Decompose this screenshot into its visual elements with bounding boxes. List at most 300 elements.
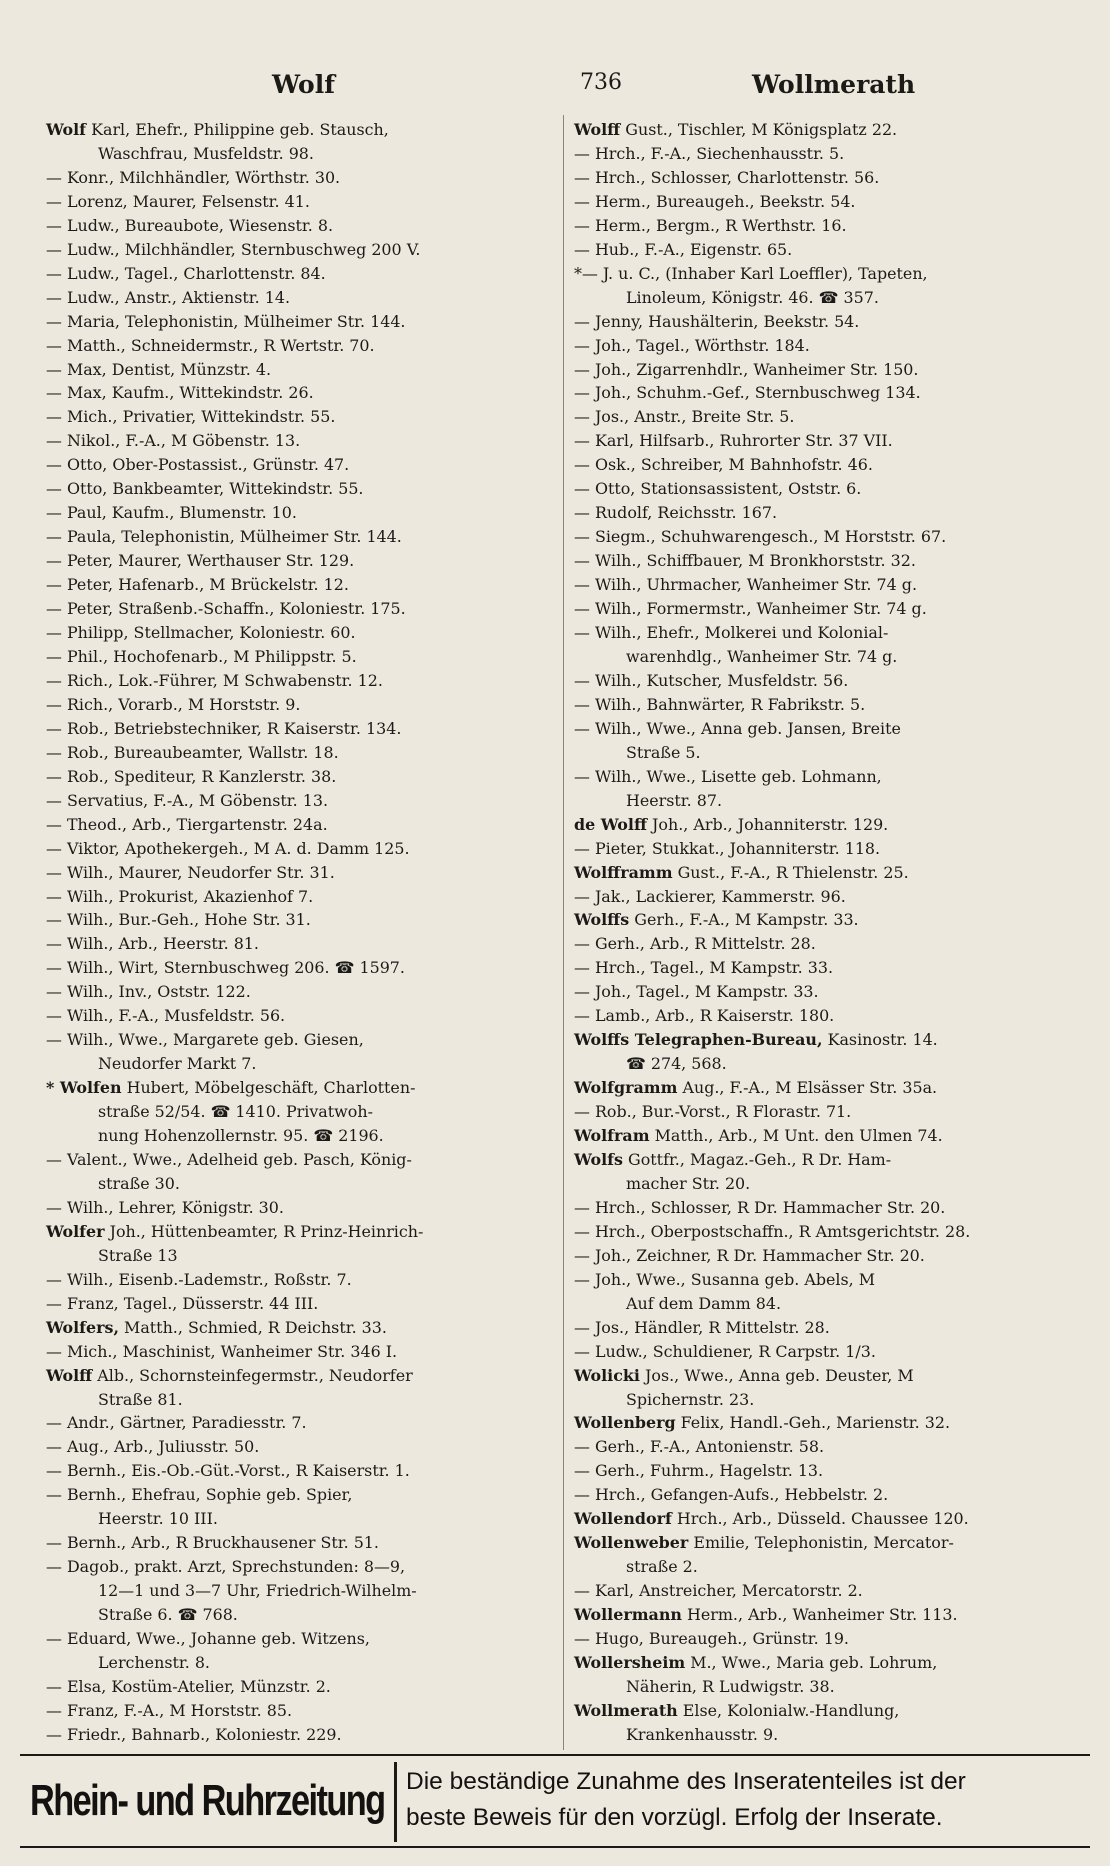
entry-text: — Bernh., Eis.-Ob.-Güt.-Vorst., R Kaiserstr. 1. xyxy=(46,1461,410,1481)
ad-line-2: beste Beweis für den vorzügl. Erfolg der Inserate. xyxy=(406,1804,943,1831)
entry-text: macher Str. 20. xyxy=(626,1173,751,1193)
directory-entry xyxy=(574,405,1094,429)
entry-surname: Wolffs xyxy=(574,910,630,930)
directory-entry xyxy=(574,381,1094,405)
entry-surname: Wolicki xyxy=(574,1365,640,1385)
entry-continuation xyxy=(46,1052,556,1076)
entry-text: Linoleum, Königstr. 46. ☎ 357. xyxy=(626,287,879,307)
entry-text: — Elsa, Kostüm-Atelier, Münzstr. 2. xyxy=(46,1676,331,1696)
entry-continuation xyxy=(46,1579,556,1603)
entry-text: — Karl, Anstreicher, Mercatorstr. 2. xyxy=(574,1581,863,1601)
entry-text: Straße 6. ☎ 768. xyxy=(98,1605,238,1625)
entry-text: — Bernh., Arb., R Bruckhausener Str. 51. xyxy=(46,1533,379,1553)
entry-text: Joh., Arb., Johanniterstr. 129. xyxy=(652,814,889,834)
directory-entry xyxy=(574,334,1094,358)
directory-entry xyxy=(574,765,1094,789)
entry-text: — Paul, Kaufm., Blumenstr. 10. xyxy=(46,503,297,523)
entry-continuation xyxy=(46,1603,556,1627)
directory-entry xyxy=(46,166,556,190)
entry-text: Gottfr., Magaz.-Geh., R Dr. Ham- xyxy=(628,1149,892,1169)
entry-text: Aug., F.-A., M Elsässer Str. 35a. xyxy=(682,1078,938,1098)
entry-text: straße 30. xyxy=(98,1173,180,1193)
directory-entry xyxy=(574,837,1094,861)
directory-entry xyxy=(46,334,556,358)
entry-text: — Hrch., Oberpostschaffn., R Amtsgerichtstr. 28. xyxy=(574,1221,971,1241)
directory-entry xyxy=(574,693,1094,717)
entry-text: — Jos., Anstr., Breite Str. 5. xyxy=(574,407,795,427)
entry-continuation xyxy=(46,1100,556,1124)
entry-text: 12—1 und 3—7 Uhr, Friedrich-Wilhelm- xyxy=(98,1581,417,1601)
entry-text: — Ludw., Milchhändler, Sternbuschweg 200 V. xyxy=(46,239,421,259)
entry-surname: Wolfram xyxy=(574,1126,650,1146)
entry-surname: Wollendorf xyxy=(574,1509,672,1529)
directory-entry xyxy=(46,717,556,741)
directory-entry xyxy=(46,1076,556,1100)
entry-text: Felix, Handl.-Geh., Marienstr. 32. xyxy=(680,1413,950,1433)
entry-text: — Wilh., Arb., Heerstr. 81. xyxy=(46,934,259,954)
directory-entry xyxy=(574,525,1094,549)
entry-surname: Wollermann xyxy=(574,1605,682,1625)
entry-text: — Wilh., Ehefr., Molkerei und Kolonial- xyxy=(574,623,889,643)
directory-entry xyxy=(46,501,556,525)
entry-text: Joh., Hüttenbeamter, R Prinz-Heinrich- xyxy=(109,1221,424,1241)
entry-text: Straße 81. xyxy=(98,1389,183,1409)
directory-entry xyxy=(574,861,1094,885)
directory-entry xyxy=(46,1268,556,1292)
entry-text: — Wilh., Maurer, Neudorfer Str. 31. xyxy=(46,862,335,882)
directory-entry xyxy=(574,1459,1094,1483)
directory-entry xyxy=(574,1100,1094,1124)
directory-entry xyxy=(46,381,556,405)
directory-entry xyxy=(574,166,1094,190)
entry-text: Matth., Schmied, R Deichstr. 33. xyxy=(124,1317,387,1337)
entry-text: — Matth., Schneidermstr., R Wertstr. 70. xyxy=(46,335,375,355)
entry-text: — Friedr., Bahnarb., Koloniestr. 229. xyxy=(46,1724,342,1744)
entry-text: — Valent., Wwe., Adelheid geb. Pasch, König- xyxy=(46,1149,412,1169)
entry-text: Gerh., F.-A., M Kampstr. 33. xyxy=(634,910,859,930)
directory-entry xyxy=(46,1340,556,1364)
entry-text: — Siegm., Schuhwarengesch., M Horststr. 67. xyxy=(574,527,947,547)
entry-text: — Franz, F.-A., M Horststr. 85. xyxy=(46,1700,292,1720)
directory-entry xyxy=(574,1483,1094,1507)
directory-entry xyxy=(574,1196,1094,1220)
directory-entry xyxy=(574,1579,1094,1603)
entry-surname: Wollenberg xyxy=(574,1413,676,1433)
directory-entry xyxy=(46,1364,556,1388)
entry-text: Heerstr. 87. xyxy=(626,790,723,810)
directory-entry xyxy=(46,1196,556,1220)
entry-text: — Hub., F.-A., Eigenstr. 65. xyxy=(574,239,793,259)
directory-entry xyxy=(46,980,556,1004)
directory-entry xyxy=(574,262,1094,286)
directory-entry xyxy=(574,1244,1094,1268)
entry-text: — Philipp, Stellmacher, Koloniestr. 60. xyxy=(46,623,356,643)
entry-text: — Wilh., Formermstr., Wanheimer Str. 74 g. xyxy=(574,599,927,619)
directory-entry xyxy=(574,1148,1094,1172)
entry-text: — Ludw., Anstr., Aktienstr. 14. xyxy=(46,287,290,307)
directory-entry xyxy=(46,789,556,813)
entry-text: Emilie, Telephonistin, Mercator- xyxy=(693,1533,954,1553)
entry-text: — Maria, Telephonistin, Mülheimer Str. 144. xyxy=(46,311,406,331)
entry-text: — Joh., Zigarrenhdlr., Wanheimer Str. 150. xyxy=(574,359,919,379)
entry-text: Herm., Arb., Wanheimer Str. 113. xyxy=(686,1605,958,1625)
entry-text: — Herm., Bureaugeh., Beekstr. 54. xyxy=(574,191,856,211)
ad-line-1: Die beständige Zunahme des Inseratenteiles ist der xyxy=(406,1768,966,1795)
entry-text: — Herm., Bergm., R Werthstr. 16. xyxy=(574,215,847,235)
directory-entry xyxy=(574,1076,1094,1100)
entry-text: — Lamb., Arb., R Kaiserstr. 180. xyxy=(574,1006,835,1026)
directory-entry xyxy=(46,932,556,956)
directory-entry xyxy=(46,645,556,669)
entry-text: — Dagob., prakt. Arzt, Sprechstunden: 8—9, xyxy=(46,1557,406,1577)
entry-text: — Servatius, F.-A., M Göbenstr. 13. xyxy=(46,790,328,810)
entry-continuation xyxy=(46,1244,556,1268)
entry-text: — Rich., Lok.-Führer, M Schwabenstr. 12. xyxy=(46,670,383,690)
entry-surname: Wolfframm xyxy=(574,862,673,882)
directory-entry xyxy=(574,621,1094,645)
entry-text: Kasinostr. 14. xyxy=(827,1030,938,1050)
entry-text: — Hrch., Schlosser, R Dr. Hammacher Str. 20. xyxy=(574,1197,946,1217)
entry-surname: Wolfgramm xyxy=(574,1078,678,1098)
entry-text: Straße 5. xyxy=(626,742,701,762)
entry-text: — Hrch., Schlosser, Charlottenstr. 56. xyxy=(574,167,880,187)
entry-text: Karl, Ehefr., Philippine geb. Stausch, xyxy=(91,120,389,139)
entry-text: — Joh., Zeichner, R Dr. Hammacher Str. 20. xyxy=(574,1245,925,1265)
directory-entry xyxy=(46,1531,556,1555)
entry-continuation xyxy=(46,142,556,166)
entry-continuation xyxy=(46,1507,556,1531)
directory-entry xyxy=(46,1435,556,1459)
entry-text: — Hrch., Gefangen-Aufs., Hebbelstr. 2. xyxy=(574,1485,889,1505)
entry-text: — Gerh., Arb., R Mittelstr. 28. xyxy=(574,934,816,954)
entry-text: Neudorfer Markt 7. xyxy=(98,1054,257,1074)
directory-entry xyxy=(46,238,556,262)
directory-entry xyxy=(574,1699,1094,1723)
entry-surname: Wollersheim xyxy=(574,1653,686,1672)
directory-entry xyxy=(574,980,1094,1004)
entry-text: — Joh., Tagel., Wörthstr. 184. xyxy=(574,335,810,355)
entry-text: — Andr., Gärtner, Paradiesstr. 7. xyxy=(46,1413,307,1433)
directory-entry xyxy=(46,621,556,645)
entry-text: ☎ 274, 568. xyxy=(626,1054,727,1074)
page-number: 736 xyxy=(580,70,622,95)
directory-entry xyxy=(46,669,556,693)
entry-surname: * Wolfen xyxy=(46,1078,122,1098)
directory-entry xyxy=(46,693,556,717)
entry-text: Matth., Arb., M Unt. den Ulmen 74. xyxy=(654,1126,943,1146)
entry-text: — Lorenz, Maurer, Felsenstr. 41. xyxy=(46,191,310,211)
directory-entry xyxy=(574,118,1094,142)
directory-entry xyxy=(574,1435,1094,1459)
directory-entry xyxy=(46,1411,556,1435)
directory-entry xyxy=(46,358,556,382)
directory-entry xyxy=(46,765,556,789)
entry-text: — Bernh., Ehefrau, Sophie geb. Spier, xyxy=(46,1485,353,1505)
entry-text: — Jenny, Haushälterin, Beekstr. 54. xyxy=(574,311,860,331)
entry-surname: Wollmerath xyxy=(574,1700,678,1720)
directory-entry xyxy=(46,1723,556,1747)
directory-entry xyxy=(574,190,1094,214)
entry-text: — Wilh., Kutscher, Musfeldstr. 56. xyxy=(574,670,849,690)
entry-surname: Wolff xyxy=(574,120,621,139)
entry-text: — Hrch., F.-A., Siechenhausstr. 5. xyxy=(574,143,845,163)
entry-text: — Aug., Arb., Juliusstr. 50. xyxy=(46,1437,260,1457)
entry-surname: Wolfers, xyxy=(46,1317,119,1337)
directory-entry xyxy=(574,813,1094,837)
entry-text: — Wilh., Schiffbauer, M Bronkhorststr. 32. xyxy=(574,551,916,571)
entry-continuation xyxy=(574,1723,1094,1747)
entry-text: M., Wwe., Maria geb. Lohrum, xyxy=(690,1653,938,1672)
directory-entry xyxy=(574,1364,1094,1388)
entry-text: — Theod., Arb., Tiergartenstr. 24a. xyxy=(46,814,328,834)
entry-surname: Wolff xyxy=(46,1365,93,1385)
entry-text: Hubert, Möbelgeschäft, Charlotten- xyxy=(126,1078,416,1098)
directory-entry xyxy=(46,861,556,885)
entry-text: — Wilh., Eisenb.-Lademstr., Roßstr. 7. xyxy=(46,1269,352,1289)
directory-entry xyxy=(574,1340,1094,1364)
entry-continuation xyxy=(574,1555,1094,1579)
entry-text: Lerchenstr. 8. xyxy=(98,1653,210,1672)
directory-entry xyxy=(46,118,556,142)
entry-continuation xyxy=(574,1172,1094,1196)
entry-text: Spichernstr. 23. xyxy=(626,1389,755,1409)
entry-continuation xyxy=(46,1651,556,1675)
directory-entry xyxy=(46,813,556,837)
directory-entry xyxy=(574,310,1094,334)
directory-entry xyxy=(46,741,556,765)
entry-continuation xyxy=(574,645,1094,669)
page-header xyxy=(40,70,1080,110)
entry-text: — Wilh., Wwe., Anna geb. Jansen, Breite xyxy=(574,718,901,738)
directory-entry xyxy=(46,190,556,214)
entry-continuation xyxy=(46,1172,556,1196)
entry-text: — Gerh., Fuhrm., Hagelstr. 13. xyxy=(574,1461,824,1481)
directory-entry xyxy=(574,1268,1094,1292)
directory-entry xyxy=(574,1028,1094,1052)
directory-entry xyxy=(46,1627,556,1651)
directory-entry xyxy=(574,549,1094,573)
entry-continuation xyxy=(574,1388,1094,1412)
directory-entry xyxy=(574,908,1094,932)
entry-text: Alb., Schornsteinfegermstr., Neudorfer xyxy=(97,1365,413,1385)
directory-entry xyxy=(574,1627,1094,1651)
entry-text: Heerstr. 10 III. xyxy=(98,1509,218,1529)
directory-entry xyxy=(574,214,1094,238)
entry-text: — Osk., Schreiber, M Bahnhofstr. 46. xyxy=(574,455,873,475)
entry-text: — Joh., Schuhm.-Gef., Sternbuschweg 134. xyxy=(574,383,921,403)
entry-surname: de Wolff xyxy=(574,814,647,834)
entry-text: — Ludw., Tagel., Charlottenstr. 84. xyxy=(46,263,326,283)
directory-entry xyxy=(574,1603,1094,1627)
entry-text: straße 2. xyxy=(626,1557,698,1577)
directory-entry xyxy=(46,453,556,477)
directory-entry xyxy=(574,1507,1094,1531)
entry-surname: Wolfs xyxy=(574,1149,623,1169)
directory-entry xyxy=(46,1148,556,1172)
entry-text: — Gerh., F.-A., Antonienstr. 58. xyxy=(574,1437,825,1457)
entry-text: Auf dem Damm 84. xyxy=(626,1293,782,1313)
entry-text: Gust., F.-A., R Thielenstr. 25. xyxy=(677,862,909,882)
entry-surname: Wolfer xyxy=(46,1221,105,1241)
entry-text: — Wilh., F.-A., Musfeldstr. 56. xyxy=(46,1006,286,1026)
entry-text: — Wilh., Bur.-Geh., Hohe Str. 31. xyxy=(46,910,311,930)
right-column xyxy=(574,118,1094,1747)
entry-text: — Konr., Milchhändler, Wörthstr. 30. xyxy=(46,167,341,187)
directory-entry xyxy=(46,1028,556,1052)
entry-text: — Eduard, Wwe., Johanne geb. Witzens, xyxy=(46,1629,370,1649)
entry-text: — Paula, Telephonistin, Mülheimer Str. 144. xyxy=(46,527,402,547)
entry-text: — Otto, Ober-Postassist., Grünstr. 47. xyxy=(46,455,350,475)
directory-entry xyxy=(46,1459,556,1483)
entry-text: — Wilh., Bahnwärter, R Fabrikstr. 5. xyxy=(574,694,866,714)
directory-entry xyxy=(46,477,556,501)
entry-text: — Joh., Wwe., Susanna geb. Abels, M xyxy=(574,1269,876,1289)
entry-text: — Wilh., Wwe., Lisette geb. Lohmann, xyxy=(574,766,882,786)
entry-text: — Mich., Maschinist, Wanheimer Str. 346 I. xyxy=(46,1341,398,1361)
entry-text: straße 52/54. ☎ 1410. Privatwoh- xyxy=(98,1102,373,1122)
entry-text: Waschfrau, Musfeldstr. 98. xyxy=(98,143,314,163)
entry-text: Krankenhausstr. 9. xyxy=(626,1724,779,1744)
directory-entry xyxy=(574,142,1094,166)
directory-entry xyxy=(574,477,1094,501)
entry-text: — Phil., Hochofenarb., M Philippstr. 5. xyxy=(46,646,357,666)
entry-text: — Rob., Betriebstechniker, R Kaiserstr. 134. xyxy=(46,718,402,738)
entry-text: — Rudolf, Reichsstr. 167. xyxy=(574,503,777,523)
header-left-keyword: Wolf xyxy=(272,70,335,99)
directory-entry xyxy=(46,837,556,861)
directory-entry xyxy=(46,405,556,429)
entry-text: — Hrch., Tagel., M Kampstr. 33. xyxy=(574,958,834,978)
entry-continuation xyxy=(46,1388,556,1412)
entry-text: — Mich., Privatier, Wittekindstr. 55. xyxy=(46,407,336,427)
directory-entry xyxy=(574,1411,1094,1435)
entry-surname: Wolf xyxy=(46,120,87,139)
entry-continuation xyxy=(46,1124,556,1148)
entry-text: — Viktor, Apothekergeh., M A. d. Damm 125. xyxy=(46,838,410,858)
entry-text: Hrch., Arb., Düsseld. Chaussee 120. xyxy=(676,1509,969,1529)
directory-entry xyxy=(574,597,1094,621)
entry-text: — Wilh., Wwe., Margarete geb. Giesen, xyxy=(46,1030,364,1050)
entry-text: *— J. u. C., (Inhaber Karl Loeffler), Tapeten, xyxy=(574,263,928,283)
entry-continuation xyxy=(574,1292,1094,1316)
directory-entry xyxy=(46,1675,556,1699)
entry-text: — Rob., Bur.-Vorst., R Florastr. 71. xyxy=(574,1102,852,1122)
directory-entry xyxy=(46,1699,556,1723)
directory-entry xyxy=(574,885,1094,909)
entry-text: Gust., Tischler, M Königsplatz 22. xyxy=(625,120,898,139)
entry-text: — Peter, Maurer, Werthauser Str. 129. xyxy=(46,551,355,571)
directory-entry xyxy=(46,956,556,980)
entry-text: — Jak., Lackierer, Kammerstr. 96. xyxy=(574,886,846,906)
entry-text: nung Hohenzollernstr. 95. ☎ 2196. xyxy=(98,1126,384,1146)
ad-separator xyxy=(394,1762,397,1842)
advertisement xyxy=(20,1760,1090,1844)
directory-entry xyxy=(574,717,1094,741)
directory-entry xyxy=(46,286,556,310)
directory-entry xyxy=(46,1483,556,1507)
entry-text: — Pieter, Stukkat., Johanniterstr. 118. xyxy=(574,838,881,858)
entry-text: — Max, Kaufm., Wittekindstr. 26. xyxy=(46,383,314,403)
directory-entry xyxy=(574,1531,1094,1555)
directory-entry xyxy=(46,429,556,453)
directory-entry xyxy=(574,453,1094,477)
directory-entry xyxy=(46,1220,556,1244)
directory-entry xyxy=(46,310,556,334)
left-column xyxy=(46,118,556,1747)
directory-entry xyxy=(574,358,1094,382)
directory-entry xyxy=(574,429,1094,453)
entry-continuation xyxy=(574,789,1094,813)
directory-entry xyxy=(574,238,1094,262)
directory-entry xyxy=(46,262,556,286)
directory-entry xyxy=(46,908,556,932)
entry-text: Näherin, R Ludwigstr. 38. xyxy=(626,1676,835,1696)
directory-entry xyxy=(46,573,556,597)
header-right-keyword: Wollmerath xyxy=(752,70,916,99)
directory-entry xyxy=(574,1124,1094,1148)
entry-text: — Rob., Bureaubeamter, Wallstr. 18. xyxy=(46,742,339,762)
entry-continuation xyxy=(574,1052,1094,1076)
directory-entry xyxy=(574,669,1094,693)
directory-entry xyxy=(574,573,1094,597)
entry-text: Jos., Wwe., Anna geb. Deuster, M xyxy=(645,1365,914,1385)
directory-entry xyxy=(574,501,1094,525)
entry-text: — Nikol., F.-A., M Göbenstr. 13. xyxy=(46,431,301,451)
directory-entry xyxy=(46,525,556,549)
entry-text: — Wilh., Prokurist, Akazienhof 7. xyxy=(46,886,314,906)
entry-text: — Ludw., Bureaubote, Wiesenstr. 8. xyxy=(46,215,334,235)
directory-entry xyxy=(46,885,556,909)
entry-text: — Joh., Tagel., M Kampstr. 33. xyxy=(574,982,819,1002)
directory-entry xyxy=(574,956,1094,980)
entry-text: — Wilh., Inv., Oststr. 122. xyxy=(46,982,251,1002)
directory-entry xyxy=(46,1316,556,1340)
entry-text: — Rich., Vorarb., M Horststr. 9. xyxy=(46,694,301,714)
entry-text: — Wilh., Wirt, Sternbuschweg 206. ☎ 1597. xyxy=(46,958,405,978)
entry-text: — Peter, Straßenb.-Schaffn., Koloniestr. 175. xyxy=(46,599,406,619)
directory-entry xyxy=(46,214,556,238)
directory-entry xyxy=(574,1220,1094,1244)
entry-text: — Jos., Händler, R Mittelstr. 28. xyxy=(574,1317,830,1337)
ad-top-rule xyxy=(20,1754,1090,1756)
directory-entry xyxy=(46,597,556,621)
directory-entry xyxy=(574,1004,1094,1028)
directory-entry xyxy=(574,1651,1094,1675)
directory-entry xyxy=(46,1555,556,1579)
entry-text: — Wilh., Lehrer, Königstr. 30. xyxy=(46,1197,284,1217)
entry-text: — Karl, Hilfsarb., Ruhrorter Str. 37 VII. xyxy=(574,431,893,451)
entry-text: — Franz, Tagel., Düsserstr. 44 III. xyxy=(46,1293,319,1313)
entry-text: Else, Kolonialw.-Handlung, xyxy=(682,1700,900,1720)
directory-entry xyxy=(574,932,1094,956)
entry-text: — Otto, Bankbeamter, Wittekindstr. 55. xyxy=(46,479,364,499)
directory-entry xyxy=(46,549,556,573)
entry-text: warenhdlg., Wanheimer Str. 74 g. xyxy=(626,646,898,666)
entry-continuation xyxy=(574,1675,1094,1699)
entry-text: — Ludw., Schuldiener, R Carpstr. 1/3. xyxy=(574,1341,876,1361)
entry-text: — Max, Dentist, Münzstr. 4. xyxy=(46,359,272,379)
column-divider xyxy=(563,115,564,1750)
entry-surname: Wolffs Telegraphen-Bureau, xyxy=(574,1030,823,1050)
entry-text: Straße 13 xyxy=(98,1245,178,1265)
ad-logo: Rhein- und Ruhrzeitung xyxy=(30,1776,385,1825)
entry-text: — Peter, Hafenarb., M Brückelstr. 12. xyxy=(46,575,349,595)
entry-surname: Wollenweber xyxy=(574,1533,689,1553)
directory-entry xyxy=(574,1316,1094,1340)
entry-continuation xyxy=(574,286,1094,310)
ad-bottom-rule xyxy=(20,1846,1090,1848)
entry-text: — Rob., Spediteur, R Kanzlerstr. 38. xyxy=(46,766,337,786)
